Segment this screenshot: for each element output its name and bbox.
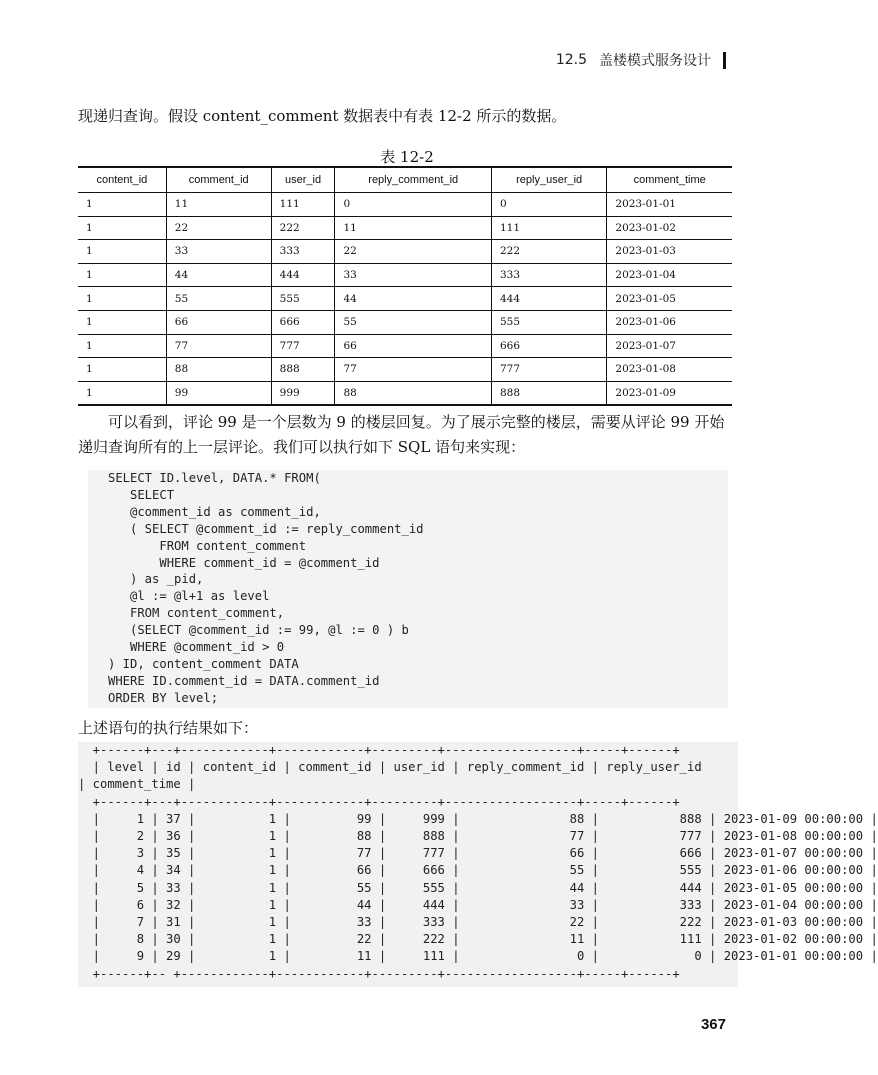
table-cell: 222 [491, 240, 606, 264]
table-row [78, 287, 732, 311]
table-cell: 444 [271, 263, 335, 287]
table-cell: 66 [166, 310, 271, 334]
table-cell: 2023-01-02 [607, 216, 732, 240]
query-result-block: +------+---+------------+------------+---------+------------------+-----+------+ | level | id | content_id | comment_id | user_id | reply_comment_id | reply_user_id | comment_time | +------+---+------------+------------+---------+------------------+-----+------+ | 1 | 37 | 1 | 99 | 999 | 88 | 888 | 2023-01-09 00:00:00 | | 2 | 36 | 1 | 88 | 888 | 77 | 777 | 2023-01-08 00:00:00 | | 3 | 35 | 1 | 77 | 777 | 66 | 666 | 2023-01-07 00:00:00 | | 4 | 34 | 1 | 66 | 666 | 55 | 555 | 2023-01-06 00:00:00 | | 5 | 33 | 1 | 55 | 555 | 44 | 444 | 2023-01-05 00:00:00 | | 6 | 32 | 1 | 44 | 444 | 33 | 333 | 2023-01-04 00:00:00 | | 7 | 31 | 1 | 33 | 333 | 22 | 222 | 2023-01-03 00:00:00 | | 8 | 30 | 1 | 22 | 222 | 11 | 111 | 2023-01-02 00:00:00 | | 9 | 29 | 1 | 11 | 111 | 0 | 0 | 2023-01-01 00:00:00 | +------+-- +------------+------------+---------+------------------+-----+------+ [78, 742, 738, 987]
header-bar [723, 52, 726, 69]
table-cell: 77 [335, 358, 491, 382]
table-cell: 1 [78, 263, 166, 287]
table-caption: 表 12-2 [380, 148, 434, 166]
table-cell: 333 [491, 263, 606, 287]
table-cell: 0 [335, 193, 491, 217]
table-cell: 1 [78, 287, 166, 311]
section-title: 盖楼模式服务设计 [599, 53, 711, 69]
table-body [78, 193, 732, 406]
column-header: user_id [271, 167, 335, 193]
table-cell: 222 [271, 216, 335, 240]
table-cell: 1 [78, 381, 166, 405]
table-cell: 66 [335, 334, 491, 358]
table-cell: 11 [335, 216, 491, 240]
table-cell: 22 [335, 240, 491, 264]
table-cell: 333 [271, 240, 335, 264]
table-cell: 2023-01-05 [607, 287, 732, 311]
column-header: content_id [78, 167, 166, 193]
section-number: 12.5 [555, 52, 587, 68]
table-cell: 55 [166, 287, 271, 311]
table-cell: 77 [166, 334, 271, 358]
table-cell: 2023-01-09 [607, 381, 732, 405]
table-row [78, 334, 732, 358]
running-header [556, 50, 726, 70]
explanation-paragraph: 可以看到，评论 99 是一个层数为 9 的楼层回复。为了展示完整的楼层，需要从评论 99 开始递归查询所有的上一层评论。我们可以执行如下 SQL 语句来实现： [78, 413, 725, 456]
table-cell: 777 [271, 334, 335, 358]
table-cell: 444 [491, 287, 606, 311]
comment-table [78, 166, 732, 406]
table-cell: 99 [166, 381, 271, 405]
table-cell: 2023-01-03 [607, 240, 732, 264]
table-row [78, 358, 732, 382]
table-cell: 1 [78, 240, 166, 264]
table-cell: 111 [271, 193, 335, 217]
table-cell: 1 [78, 358, 166, 382]
table-cell: 2023-01-04 [607, 263, 732, 287]
table-cell: 666 [271, 310, 335, 334]
intro-paragraph: 现递归查询。假设 content_comment 数据表中有表 12-2 所示的数据。 [78, 107, 567, 125]
table-cell: 88 [335, 381, 491, 405]
table-cell: 11 [166, 193, 271, 217]
table-row [78, 263, 732, 287]
column-header: comment_time [607, 167, 732, 193]
table-cell: 1 [78, 216, 166, 240]
table-cell: 1 [78, 310, 166, 334]
table-cell: 999 [271, 381, 335, 405]
table-row [78, 240, 732, 264]
table-row [78, 381, 732, 405]
table-row [78, 193, 732, 217]
table-cell: 888 [491, 381, 606, 405]
table-cell: 88 [166, 358, 271, 382]
table-cell: 777 [491, 358, 606, 382]
column-header: comment_id [166, 167, 271, 193]
table-cell: 111 [491, 216, 606, 240]
table-cell: 888 [271, 358, 335, 382]
table-cell: 2023-01-08 [607, 358, 732, 382]
sql-code-block: SELECT ID.level, DATA.* FROM( SELECT @comment_id as comment_id, ( SELECT @comment_id := reply_comment_id FROM content_comment WHERE comment_id = @comment_id ) as _pid, @l := @l+1 as level FROM content_comment, (SELECT @comment_id := 99, @l := 0 ) b WHERE @comment_id > 0 ) ID, content_comment DATA WHERE ID.comment_id = DATA.comment_id ORDER BY level; [88, 470, 728, 708]
table-cell: 1 [78, 334, 166, 358]
table-cell: 666 [491, 334, 606, 358]
table-cell: 44 [335, 287, 491, 311]
table-cell: 555 [271, 287, 335, 311]
table-cell: 33 [166, 240, 271, 264]
table-cell: 0 [491, 193, 606, 217]
column-header: reply_comment_id [335, 167, 491, 193]
table-cell: 44 [166, 263, 271, 287]
table-cell: 1 [78, 193, 166, 217]
table-cell: 2023-01-07 [607, 334, 732, 358]
table-cell: 33 [335, 263, 491, 287]
table-cell: 555 [491, 310, 606, 334]
page-number: 367 [700, 1016, 726, 1033]
table-cell: 22 [166, 216, 271, 240]
table-cell: 2023-01-06 [607, 310, 732, 334]
result-intro-paragraph: 上述语句的执行结果如下： [78, 719, 259, 737]
table-cell: 2023-01-01 [607, 193, 732, 217]
table-row [78, 310, 732, 334]
table-row [78, 216, 732, 240]
table-cell: 55 [335, 310, 491, 334]
table-header-row [78, 167, 732, 193]
column-header: reply_user_id [491, 167, 606, 193]
